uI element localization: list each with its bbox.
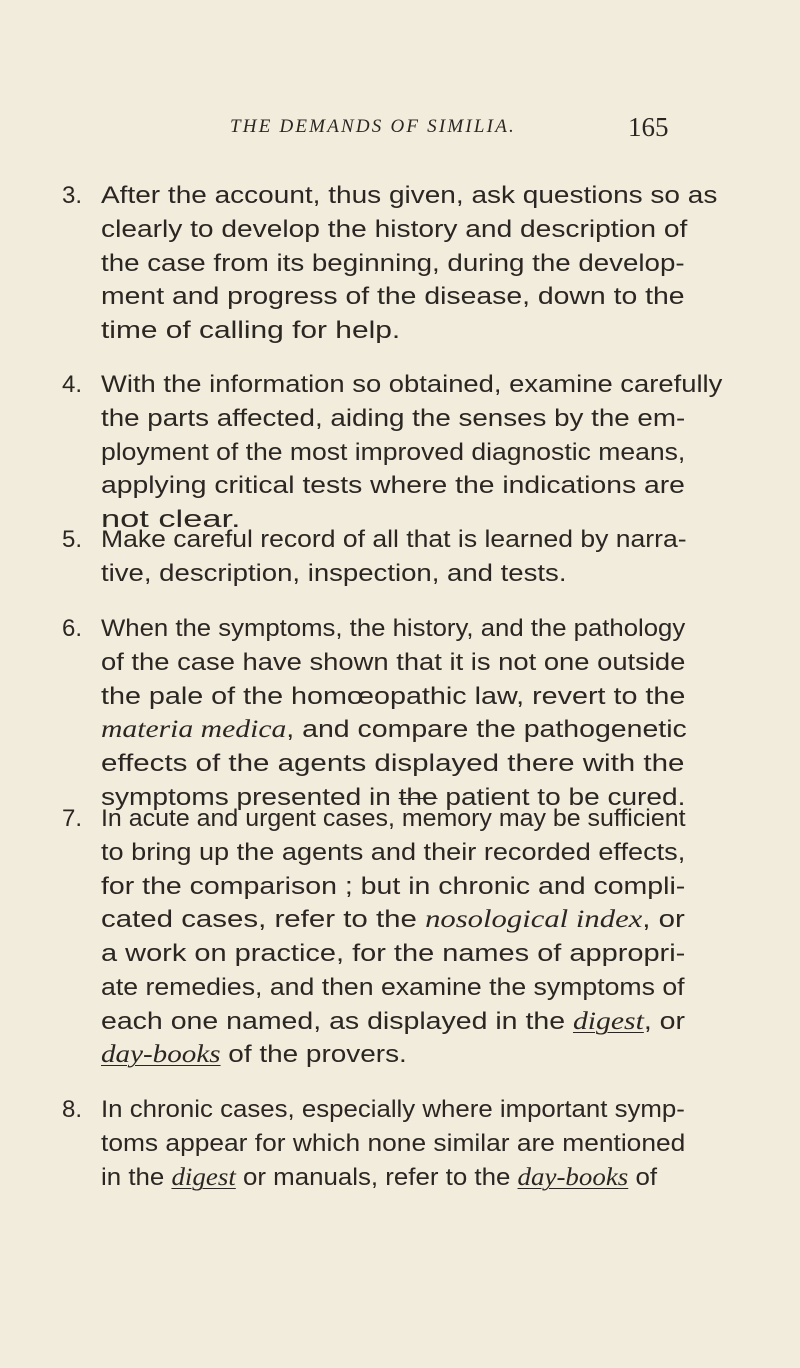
italic-phrase: digest xyxy=(572,1008,644,1035)
italic-phrase: day-books xyxy=(517,1164,629,1191)
text-line: When the symptoms, the history, and the pathology xyxy=(101,615,686,642)
item-number: 8. xyxy=(62,1096,83,1123)
text-line: ate remedies, and then examine the symptoms of xyxy=(101,974,685,1001)
text-line: ment and progress of the disease, down to the xyxy=(101,283,685,310)
text-line: ployment of the most improved diagnostic means, xyxy=(101,439,686,466)
item-number: 5. xyxy=(62,526,83,553)
text-line: for the comparison ; but in chronic and compli- xyxy=(101,873,686,900)
text-line: symptoms presented in the patient to be cured. xyxy=(101,784,686,811)
struck-word: the xyxy=(398,784,438,811)
text-line: toms appear for which none similar are mentioned xyxy=(101,1130,686,1157)
item-number: 4. xyxy=(62,371,83,398)
text-line: a work on practice, for the names of appropri- xyxy=(101,940,686,967)
text-line: clearly to develop the history and description of xyxy=(101,216,688,243)
italic-phrase: materia medica xyxy=(101,716,287,743)
italic-phrase: digest xyxy=(171,1164,236,1191)
text-line: Make careful record of all that is learned by narra- xyxy=(101,526,687,553)
text-line: effects of the agents displayed there with the xyxy=(101,750,685,777)
text-line: After the account, thus given, ask questions so as xyxy=(101,182,718,209)
running-title: THE DEMANDS OF SIMILIA. xyxy=(230,116,516,137)
text-line: With the information so obtained, examine carefully xyxy=(101,371,723,398)
text-line: In chronic cases, especially where important symp- xyxy=(101,1096,685,1123)
italic-phrase: nosological index xyxy=(425,906,643,933)
text-line: applying critical tests where the indications are xyxy=(101,472,685,499)
text-line: tive, description, inspection, and tests. xyxy=(101,560,567,587)
item-number: 7. xyxy=(62,805,83,832)
item-number: 3. xyxy=(62,182,83,209)
italic-phrase: day-books xyxy=(101,1041,221,1068)
page-number: 165 xyxy=(628,112,669,142)
text-line: day-books of the provers. xyxy=(101,1041,407,1068)
text-line: the parts affected, aiding the senses by the em- xyxy=(101,405,686,432)
text-line: each one named, as displayed in the digest, or xyxy=(101,1008,686,1035)
text-line: cated cases, refer to the nosological index, or xyxy=(101,906,685,933)
page-header xyxy=(0,112,800,142)
text-line: in the digest or manuals, refer to the day-books of xyxy=(101,1164,658,1191)
text-line: the case from its beginning, during the develop- xyxy=(101,250,685,277)
item-number: 6. xyxy=(62,615,83,642)
text-line: to bring up the agents and their recorded effects, xyxy=(101,839,686,866)
text-line: In acute and urgent cases, memory may be sufficient xyxy=(101,805,686,832)
text-line: the pale of the homœopathic law, revert to the xyxy=(101,683,686,710)
text-line: materia medica, and compare the pathogenetic xyxy=(101,716,687,743)
text-line: time of calling for help. xyxy=(101,317,401,344)
text-line: not clear. xyxy=(101,506,241,533)
text-line: of the case have shown that it is not one outside xyxy=(101,649,686,676)
